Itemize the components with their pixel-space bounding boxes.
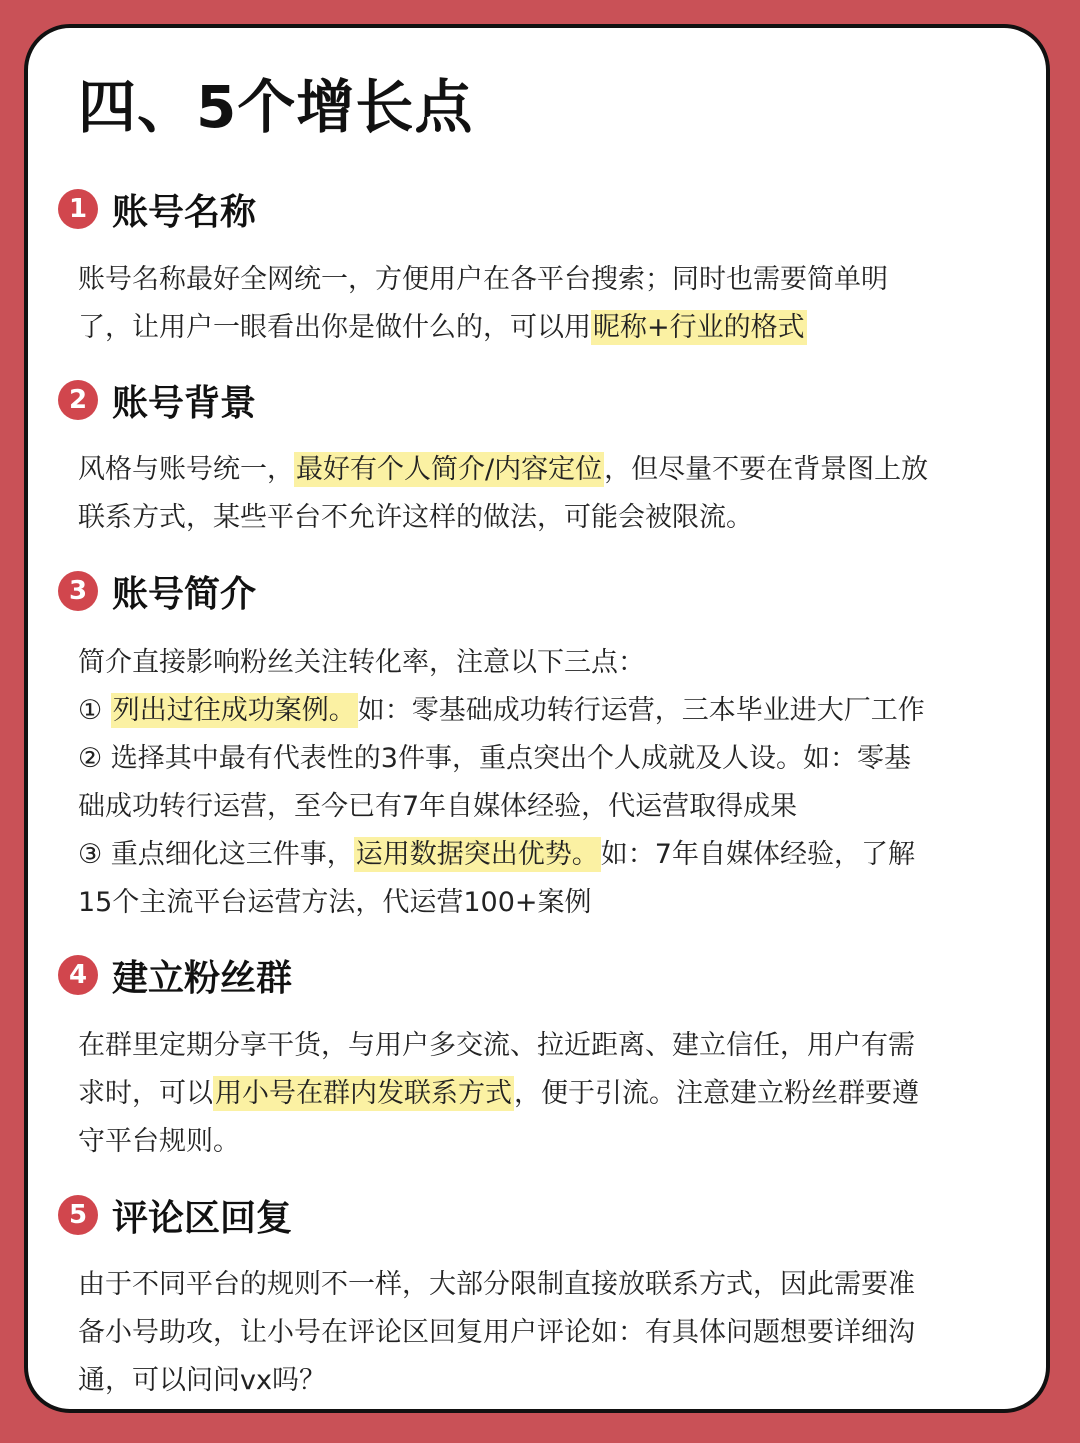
text-line <box>78 1022 1028 1070</box>
section-number-badge: 5 <box>58 1195 98 1235</box>
text-span: 账号名称最好全网统一，方便用户在各平台搜索；同时也需要简单明 <box>78 264 888 295</box>
section-title: 建立粉丝群 <box>112 957 293 999</box>
text-span: 由于不同平台的规则不一样，大部分限制直接放联系方式，因此需要准 <box>78 1269 915 1300</box>
text-span: 15个主流平台运营方法，代运营100+案例 <box>78 887 592 918</box>
text-span: 备小号助攻，让小号在评论区回复用户评论如：有具体问题想要详细沟 <box>78 1317 915 1348</box>
highlight-span: 运用数据突出优势。 <box>355 839 599 870</box>
page-title: 四、5个增长点 <box>78 73 474 141</box>
section-2-body <box>78 446 1028 542</box>
content-card <box>24 24 1050 1413</box>
section-3-body <box>78 639 1028 927</box>
highlight-span: 列出过往成功案例。 <box>112 695 356 726</box>
section-4-header <box>58 952 292 998</box>
text-span: 如：零基础成功转行运营，三本毕业进大厂工作 <box>357 695 925 726</box>
highlight-span: 昵称+行业的格式 <box>593 312 805 343</box>
text-span: 求时，可以 <box>78 1078 213 1109</box>
section-title: 账号简介 <box>112 573 257 615</box>
text-span: 础成功转行运营，至今已有7年自媒体经验，代运营取得成果 <box>78 791 798 822</box>
text-span: ① <box>78 695 111 726</box>
section-number-badge: 1 <box>58 189 98 229</box>
section-3-header <box>58 568 256 614</box>
section-1-header <box>58 186 256 232</box>
text-span: 了，让用户一眼看出你是做什么的，可以用 <box>78 312 591 343</box>
text-line <box>78 1309 1028 1357</box>
text-span: 守平台规则。 <box>78 1126 240 1157</box>
text-line <box>78 639 1028 687</box>
text-span: 简介直接影响粉丝关注转化率，注意以下三点： <box>78 647 645 678</box>
text-line <box>78 256 1028 304</box>
text-line <box>78 783 1028 831</box>
section-1-body <box>78 256 1028 352</box>
text-line <box>78 494 1028 542</box>
text-line <box>78 735 1028 783</box>
text-line <box>78 446 1028 494</box>
text-line <box>78 687 1028 735</box>
text-span: ② 选择其中最有代表性的3件事，重点突出个人成就及人设。如：零基 <box>78 743 911 774</box>
section-title: 评论区回复 <box>112 1197 293 1239</box>
section-title: 账号名称 <box>112 191 257 233</box>
text-span: ③ 重点细化这三件事， <box>78 839 354 870</box>
highlight-span: 用小号在群内发联系方式 <box>215 1078 512 1109</box>
text-line <box>78 831 1028 879</box>
section-5-header <box>58 1192 292 1238</box>
text-line <box>78 1261 1028 1309</box>
section-number-badge: 4 <box>58 955 98 995</box>
text-line <box>78 1357 1028 1405</box>
section-4-body <box>78 1022 1028 1166</box>
text-span: 风格与账号统一， <box>78 454 294 485</box>
section-title: 账号背景 <box>112 382 257 424</box>
text-line <box>78 304 1028 352</box>
text-span: 在群里定期分享干货，与用户多交流、拉近距离、建立信任，用户有需 <box>78 1030 915 1061</box>
text-span: 如：7年自媒体经验，了解 <box>600 839 915 870</box>
text-span: ，便于引流。注意建立粉丝群要遵 <box>514 1078 919 1109</box>
text-span: 通，可以问问vx吗？ <box>78 1365 326 1396</box>
text-span: ，但尽量不要在背景图上放 <box>604 454 929 485</box>
highlight-span: 最好有个人简介/内容定位 <box>296 454 603 485</box>
section-5-body <box>78 1261 1028 1405</box>
section-2-header <box>58 377 256 423</box>
section-number-badge: 3 <box>58 571 98 611</box>
text-line <box>78 1118 1028 1166</box>
text-line <box>78 1070 1028 1118</box>
text-span: 联系方式，某些平台不允许这样的做法，可能会被限流。 <box>78 502 753 533</box>
section-number-badge: 2 <box>58 380 98 420</box>
text-line <box>78 879 1028 927</box>
